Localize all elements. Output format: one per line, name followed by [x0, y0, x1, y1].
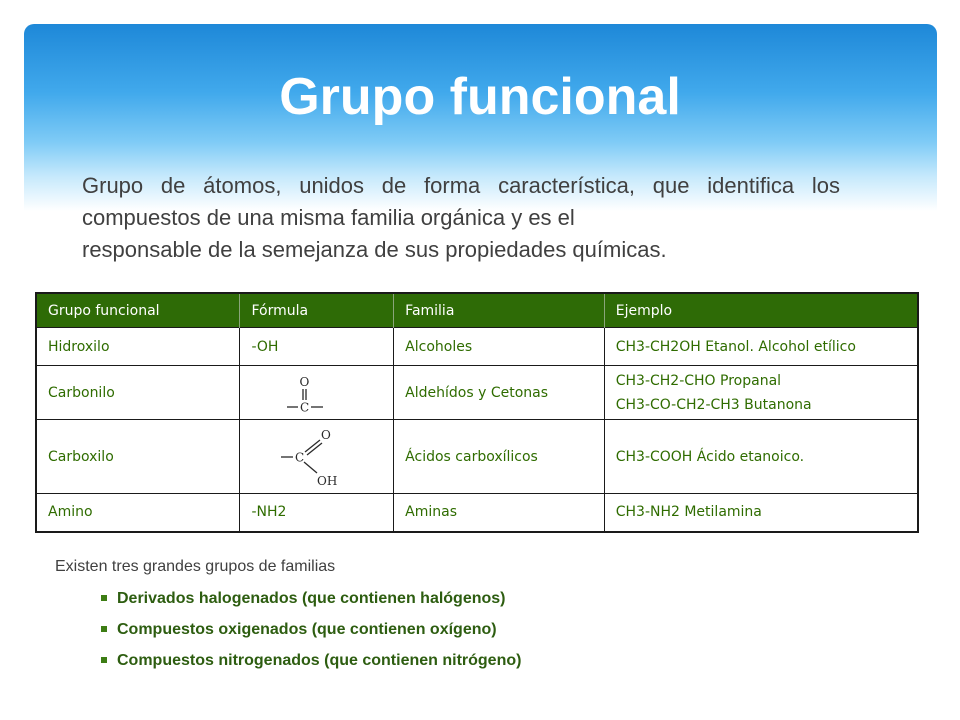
cell-formula: -OH — [240, 328, 394, 366]
header-familia: Familia — [394, 293, 605, 328]
cell-familia: Aldehídos y Cetonas — [394, 366, 605, 420]
cell-ejemplo — [604, 328, 918, 366]
cell-ejemplo — [604, 366, 918, 420]
svg-text:C: C — [300, 400, 310, 414]
cell-familia: Alcoholes — [394, 328, 605, 366]
families-list — [101, 587, 521, 680]
svg-text:O: O — [321, 427, 332, 442]
cell-grupo: Carboxilo — [36, 420, 240, 494]
list-item-label: Derivados halogenados (que contienen halógenos) — [117, 590, 506, 607]
cell-formula: -NH2 — [240, 494, 394, 532]
table-row — [36, 420, 918, 494]
svg-text:C: C — [295, 450, 305, 464]
slide-title: Grupo funcional — [279, 68, 681, 126]
list-item — [101, 618, 521, 649]
cell-ejemplo — [604, 494, 918, 532]
list-item — [101, 587, 521, 618]
bullet-square-icon — [101, 595, 107, 601]
cell-formula — [240, 366, 394, 420]
functional-groups-table — [35, 292, 919, 533]
intro-text: Grupo de átomos, unidos de forma característica, que identifica los compuestos de una misma familia orgánica y es el — [82, 173, 840, 230]
svg-text:OH: OH — [317, 473, 338, 488]
carboxyl-structure-icon — [251, 425, 371, 489]
list-item — [101, 649, 521, 680]
carbonyl-structure-icon — [251, 369, 371, 417]
header-grupo: Grupo funcional — [36, 293, 240, 328]
cell-familia: Aminas — [394, 494, 605, 532]
example-line: CH3-NH2 Metilamina — [615, 504, 762, 521]
cell-familia: Ácidos carboxílicos — [394, 420, 605, 494]
list-item-label: Compuestos nitrogenados (que contienen nitrógeno) — [117, 652, 522, 669]
header-formula: Fórmula — [240, 293, 394, 328]
table-row — [36, 366, 918, 420]
cell-grupo: Carbonilo — [36, 366, 240, 420]
bullet-square-icon — [101, 626, 107, 632]
example-line: CH3-CH2-CHO Propanal — [615, 372, 782, 389]
families-lead: Existen tres grandes grupos de familias — [55, 558, 336, 575]
list-item-label: Compuestos oxigenados (que contienen oxígeno) — [117, 621, 497, 638]
example-line: CH3-COOH Ácido etanoico. — [615, 448, 805, 465]
intro-paragraph — [82, 170, 840, 234]
example-line: CH3-CO-CH2-CH3 Butanona — [615, 396, 812, 413]
cell-grupo: Hidroxilo — [36, 328, 240, 366]
header-ejemplo: Ejemplo — [604, 293, 918, 328]
table-row — [36, 328, 918, 366]
svg-text:O: O — [299, 374, 310, 389]
cell-grupo: Amino — [36, 494, 240, 532]
intro-last-line: responsable de la semejanza de sus propiedades químicas. — [82, 237, 667, 262]
table-row — [36, 494, 918, 532]
cell-ejemplo — [604, 420, 918, 494]
table-header-row — [36, 293, 918, 328]
bullet-square-icon — [101, 657, 107, 663]
cell-formula — [240, 420, 394, 494]
example-line: CH3-CH2OH Etanol. Alcohol etílico — [615, 338, 856, 355]
